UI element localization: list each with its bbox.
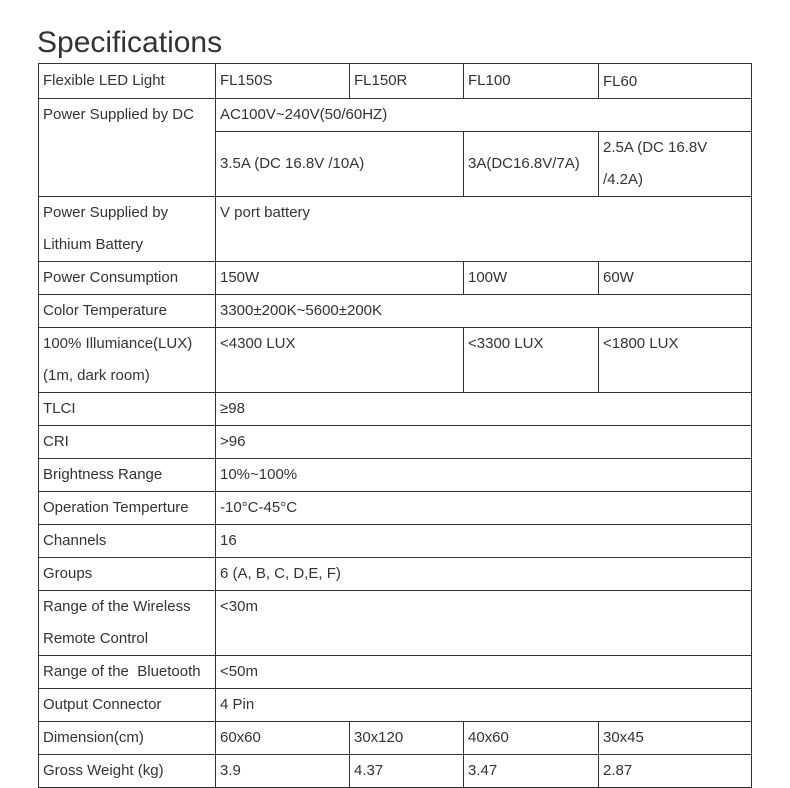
- cell-fl150s: FL150S: [216, 64, 350, 99]
- table-row-channels: [39, 525, 752, 558]
- row-label: Color Temperature: [39, 295, 216, 328]
- cell-value: <30m: [216, 591, 752, 656]
- cell-pc-b: 100W: [464, 262, 599, 295]
- cell-value: 4 Pin: [216, 689, 752, 722]
- cell-dc-range: AC100V~240V(50/60HZ): [216, 99, 752, 132]
- cell-fl150r: FL150R: [350, 64, 464, 99]
- row-label-line: Range of the Wireless: [43, 598, 191, 615]
- cell-value: 6 (A, B, C, D,E, F): [216, 558, 752, 591]
- cell-fl100: 40x60: [464, 722, 599, 755]
- row-label: Gross Weight (kg): [39, 755, 216, 788]
- cell-lux-b: <3300 LUX: [464, 328, 599, 393]
- cell-fl100: 3.47: [464, 755, 599, 788]
- cell-fl150r: 4.37: [350, 755, 464, 788]
- row-label: Brightness Range: [39, 459, 216, 492]
- cell-dc-b: 3A(DC16.8V/7A): [464, 132, 599, 197]
- table-row-illuminance: [39, 328, 752, 393]
- cell-lux-c: <1800 LUX: [599, 328, 752, 393]
- row-label: Groups: [39, 558, 216, 591]
- cell-fl150s: 60x60: [216, 722, 350, 755]
- cell-fl60: 2.87: [599, 755, 752, 788]
- table-row-dc: [39, 99, 752, 132]
- row-label-line: Remote Control: [43, 630, 149, 647]
- row-label: [39, 328, 216, 393]
- row-label-line: 100% Illumiance(LUX): [43, 335, 193, 352]
- row-label-line: Power Supplied by: [43, 204, 169, 221]
- page-title: Specifications: [37, 26, 223, 59]
- cell-dc-a: 3.5A (DC 16.8V /10A): [216, 132, 464, 197]
- table-row-gross-weight: [39, 755, 752, 788]
- table-row-lithium: [39, 197, 752, 262]
- cell-value: <50m: [216, 656, 752, 689]
- row-label: Power Supplied by DC: [39, 99, 216, 197]
- row-label: Channels: [39, 525, 216, 558]
- cell-fl60: 30x45: [599, 722, 752, 755]
- cell-lux-a: <4300 LUX: [216, 328, 464, 393]
- row-label-line: Lithium Battery: [43, 236, 144, 253]
- cell-fl100: FL100: [464, 64, 599, 99]
- cell-value: V port battery: [216, 197, 752, 262]
- row-label-line: (1m, dark room): [43, 367, 150, 384]
- table-row-cri: [39, 426, 752, 459]
- row-label: Flexible LED Light: [39, 64, 216, 99]
- row-label: CRI: [39, 426, 216, 459]
- row-label: [39, 591, 216, 656]
- row-label: TLCI: [39, 393, 216, 426]
- cell-value: 3300±200K~5600±200K: [216, 295, 752, 328]
- cell-pc-c: 60W: [599, 262, 752, 295]
- cell-fl60: FL60: [599, 64, 752, 99]
- cell-value: -10°C-45°C: [216, 492, 752, 525]
- table-row-power-consumption: [39, 262, 752, 295]
- table-row-groups: [39, 558, 752, 591]
- cell-value: 16: [216, 525, 752, 558]
- table-row-color-temperature: [39, 295, 752, 328]
- cell-fl150r: 30x120: [350, 722, 464, 755]
- table-row-brightness: [39, 459, 752, 492]
- table-row-model: [39, 64, 752, 99]
- cell-fl150s: 3.9: [216, 755, 350, 788]
- cell-pc-a: 150W: [216, 262, 464, 295]
- cell-value: 10%~100%: [216, 459, 752, 492]
- specifications-table: [38, 63, 752, 788]
- cell-value: >96: [216, 426, 752, 459]
- table-row-operation-temperature: [39, 492, 752, 525]
- row-label: Power Consumption: [39, 262, 216, 295]
- cell-dc-c: 2.5A (DC 16.8V /4.2A): [599, 132, 752, 197]
- cell-value: ≥98: [216, 393, 752, 426]
- table-row-dimension: [39, 722, 752, 755]
- table-row-tlci: [39, 393, 752, 426]
- table-row-wireless-range: [39, 591, 752, 656]
- row-label: Output Connector: [39, 689, 216, 722]
- row-label: Range of the Bluetooth: [39, 656, 216, 689]
- table-row-bluetooth-range: [39, 656, 752, 689]
- row-label: Operation Temperture: [39, 492, 216, 525]
- row-label: Dimension(cm): [39, 722, 216, 755]
- row-label: [39, 197, 216, 262]
- table-row-output-connector: [39, 689, 752, 722]
